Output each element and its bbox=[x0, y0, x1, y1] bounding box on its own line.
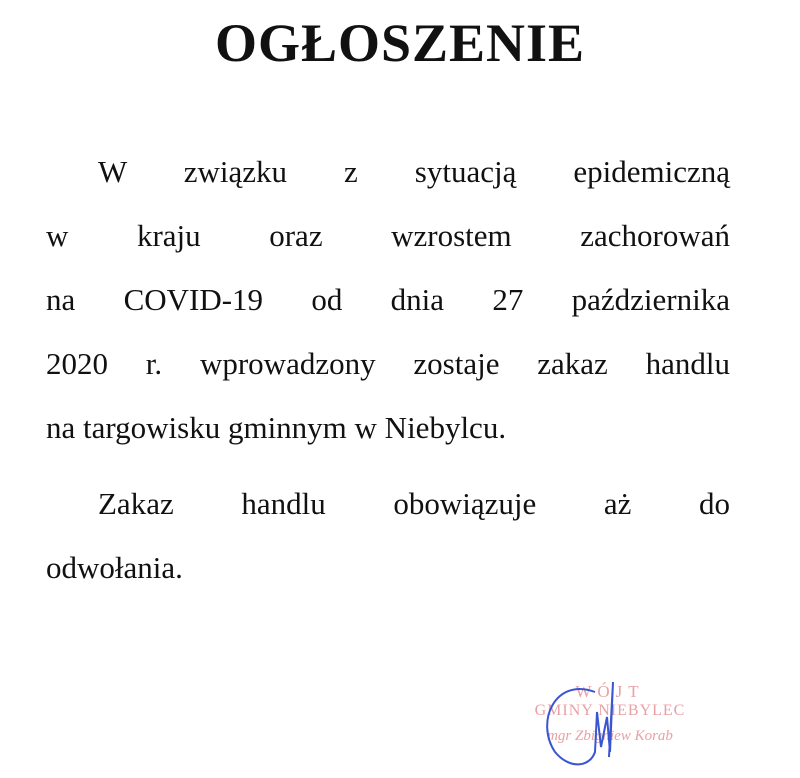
page-title: OGŁOSZENIE bbox=[214, 13, 586, 73]
announcement-body bbox=[46, 148, 730, 608]
stamp-name: mgr Zbigniew Korab bbox=[547, 728, 673, 744]
text-line: odwołania. bbox=[46, 550, 183, 585]
text-line: Zakaz handlu obowiązuje aż do bbox=[98, 486, 730, 521]
text-line: W związku z sytuacją epidemiczną bbox=[98, 154, 730, 189]
stamp-title: WÓJT bbox=[575, 682, 645, 701]
text-line: w kraju oraz wzrostem zachorowań bbox=[46, 218, 730, 253]
text-line: na targowisku gminnym w Niebylcu. bbox=[46, 410, 507, 445]
text-line: na COVID-19 od dnia 27 października bbox=[46, 282, 730, 317]
signature bbox=[535, 672, 655, 772]
stamp-office: GMINY NIEBYLEC bbox=[534, 702, 686, 719]
text-line: 2020 r. wprowadzony zostaje zakaz handlu bbox=[46, 346, 730, 381]
